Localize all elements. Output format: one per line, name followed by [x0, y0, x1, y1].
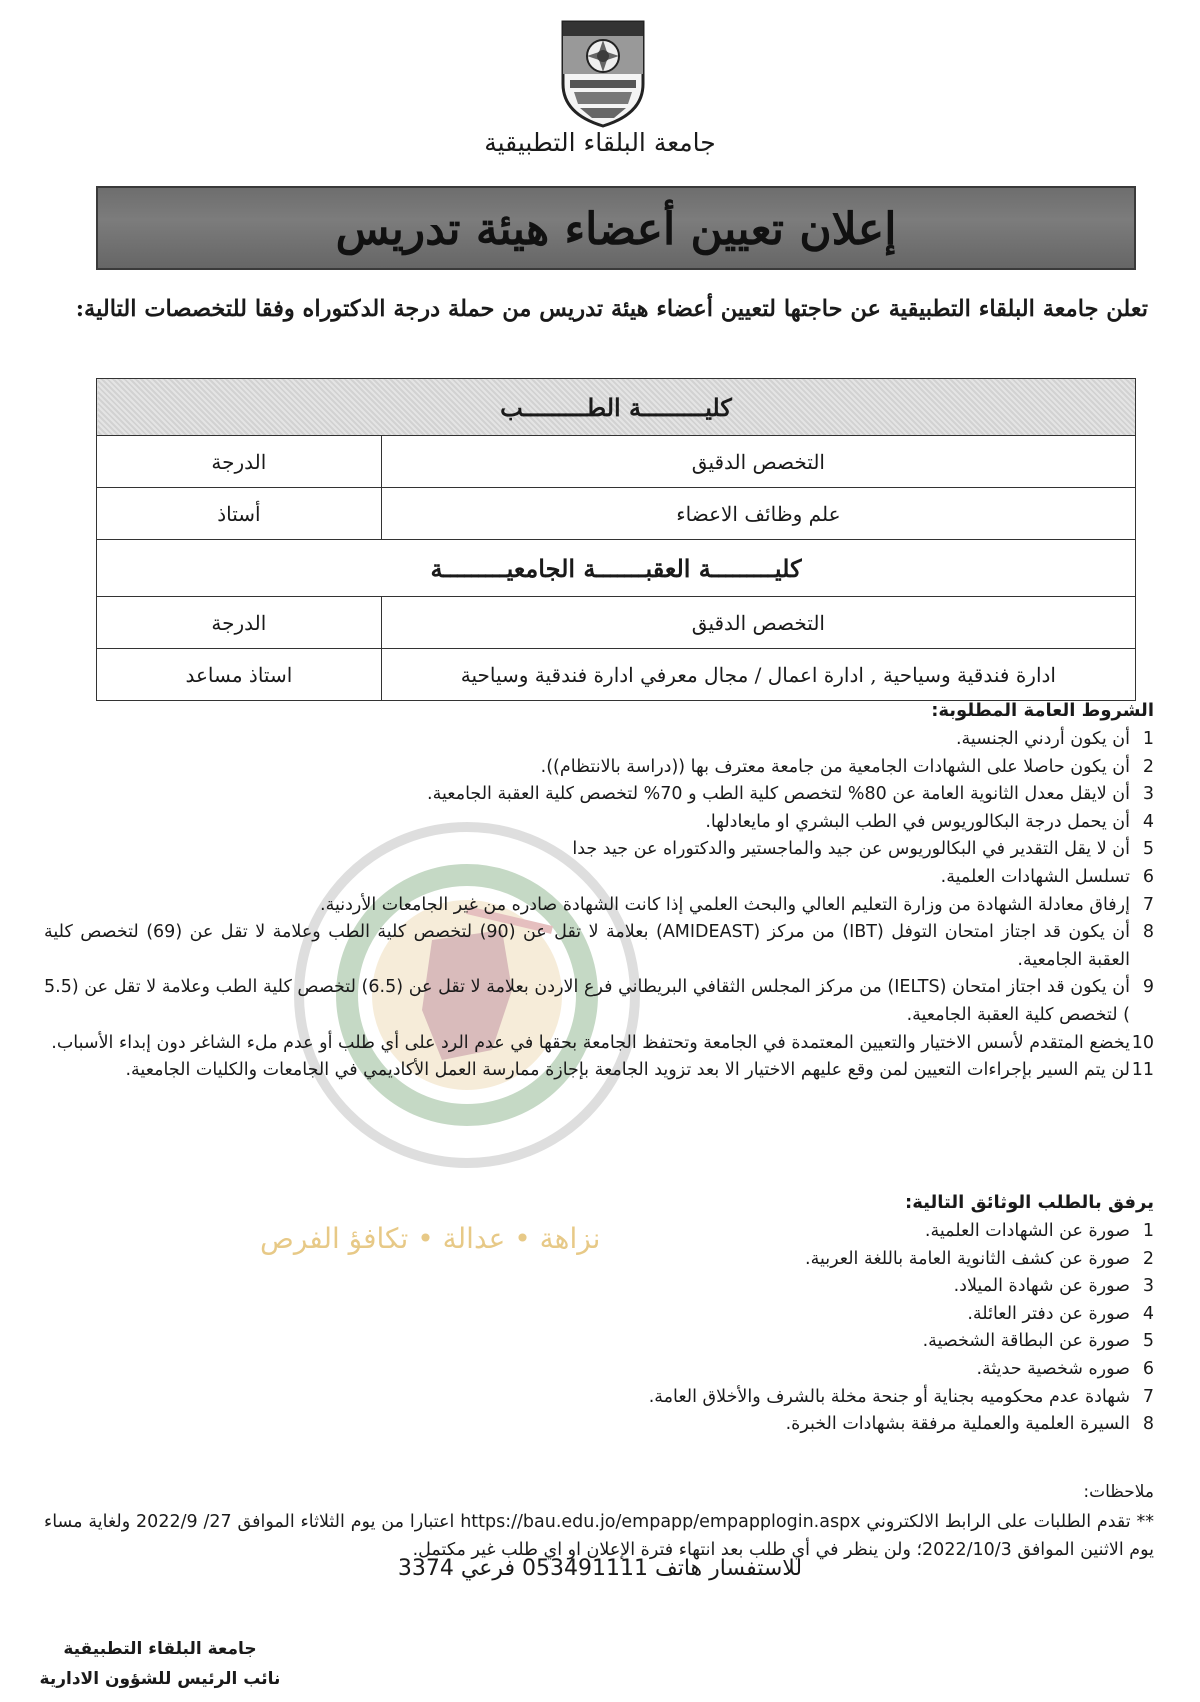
condition-item: 6 تسلسل الشهادات العلمية.	[940, 866, 1154, 887]
condition-item: 7 إرفاق معادلة الشهادة من وزارة التعليم العالي والبحث العلمي إذا كانت الشهادة صادره من غير الجامعات الأردنية.	[320, 894, 1154, 915]
condition-item: 10 يخضع المتقدم لأسس الاختيار والتعيين المعتمدة في الجامعة وتحتفظ الجامعة بحقها في عدم الرد على أي طلب أو عدم ملء الشاغر دون إبداء الأسباب.	[51, 1032, 1154, 1053]
condition-item: 9 أن يكون قد اجتاز امتحان (IELTS) من مركز المجلس الثقافي البريطاني فرع الاردن بعلامة لا تقل عن (6.5) لتخصص كلية الطب وعلامة لا تقل عن (5.5 ) لتخصص كلية العقبة الجامعية.	[44, 977, 1154, 1025]
general-conditions-list	[44, 726, 1154, 1085]
documents-list	[44, 1218, 1154, 1439]
document-item: 3 صورة عن شهادة الميلاد.	[953, 1276, 1154, 1297]
notes-title: ملاحظات:	[1083, 1482, 1154, 1502]
condition-item: 1 أن يكون أردني الجنسية.	[955, 729, 1154, 749]
vacancies-table	[96, 378, 1136, 701]
signature-block	[10, 1634, 310, 1694]
document-item: 2 صورة عن كشف الثانوية العامة باللغة العربية.	[805, 1248, 1154, 1269]
notes-text: ** تقدم الطلبات على الرابط الالكتروني https://bau.edu.jo/empapp/empapplogin.aspx اعتبارا من يوم الثلاثاء الموافق 27/ 2022/9 ولغاية مساء يوم الاثنين الموافق 2022/10/3؛ ولن ينظر في أي طلب بعد انتهاء فترة الإعلان او اي طلب غير مكتمل.	[44, 1512, 1154, 1560]
document-item: 1 صورة عن الشهادات العلمية.	[924, 1221, 1154, 1241]
watermark-slogan: نزاهة • عدالة • تكافؤ الفرص	[260, 1222, 601, 1255]
condition-item: 5 أن لا يقل التقدير في البكالوريوس عن جيد والماجستير والدكتوراه عن جيد جدا	[572, 839, 1154, 860]
faculty-name-medicine: كليـــــــــة الطـــــــــب	[97, 379, 1136, 436]
condition-item: 3 أن لايقل معدل الثانوية العامة عن 80% لتخصص كلية الطب و 70% لتخصص كلية العقبة الجامعية.	[427, 784, 1154, 805]
specialization-header: التخصص الدقيق	[381, 597, 1135, 649]
general-conditions-title: الشروط العامة المطلوبة:	[931, 700, 1154, 721]
degree-cell: استاذ مساعد	[97, 649, 382, 701]
document-item: 8 السيرة العلمية والعملية مرفقة بشهادات الخبرة.	[785, 1414, 1154, 1435]
document-item: 6 صوره شخصية حديثة.	[976, 1358, 1154, 1379]
faculty-name-aqaba: كليـــــــــة العقبـــــــة الجامعيـــــــــة	[97, 540, 1136, 597]
intro-paragraph: تعلن جامعة البلقاء التطبيقية عن حاجتها لتعيين أعضاء هيئة تدريس من حملة درجة الدكتوراه وفقا للتخصصات التالية:	[75, 296, 1148, 322]
document-item: 4 صورة عن دفتر العائلة.	[967, 1303, 1154, 1324]
signature-line-2: نائب الرئيس للشؤون الادارية	[39, 1669, 281, 1689]
document-item: 7 شهادة عدم محكوميه بجناية أو جنحة مخلة بالشرف والأخلاق العامة.	[648, 1386, 1154, 1407]
degree-cell: أستاذ	[97, 488, 382, 540]
degree-header: الدرجة	[97, 597, 382, 649]
condition-item: 4 أن يحمل درجة البكالوريوس في الطب البشري او مايعادلها.	[705, 811, 1154, 832]
university-logo	[558, 14, 648, 130]
specialization-cell: علم وظائف الاعضاء	[381, 488, 1135, 540]
contact-line: للاستفسار هاتف 053491111 فرعي 3374	[397, 1556, 803, 1581]
degree-header: الدرجة	[97, 436, 382, 488]
document-item: 5 صورة عن البطاقة الشخصية.	[922, 1331, 1154, 1352]
documents-title: يرفق بالطلب الوثائق التالية:	[905, 1192, 1154, 1213]
announcement-title: إعلان تعيين أعضاء هيئة تدريس	[335, 204, 897, 255]
condition-item: 2 أن يكون حاصلا على الشهادات الجامعية من جامعة معترف بها ((دراسة بالانتظام)).	[540, 756, 1154, 777]
university-name: جامعة البلقاء التطبيقية	[484, 128, 716, 157]
specialization-cell: ادارة فندقية وسياحية , ادارة اعمال / مجال معرفي ادارة فندقية وسياحية	[381, 649, 1135, 701]
announcement-banner	[96, 186, 1136, 270]
specialization-header: التخصص الدقيق	[381, 436, 1135, 488]
condition-item: 8 أن يكون قد اجتاز امتحان التوفل (IBT) من مركز (AMIDEAST) بعلامة لا تقل عن (90) لتخصص كلية الطب وعلامة لا تقل عن (69) لتخصص كلية العقبة الجامعية.	[44, 922, 1154, 970]
condition-item: 11 لن يتم السير بإجراءات التعيين لمن وقع عليهم الاختيار الا بعد تزويد الجامعة بإجازة ممارسة العمل الأكاديمي في الجامعات والكليات الجامعية.	[125, 1060, 1154, 1081]
signature-line-1: جامعة البلقاء التطبيقية	[63, 1639, 257, 1659]
